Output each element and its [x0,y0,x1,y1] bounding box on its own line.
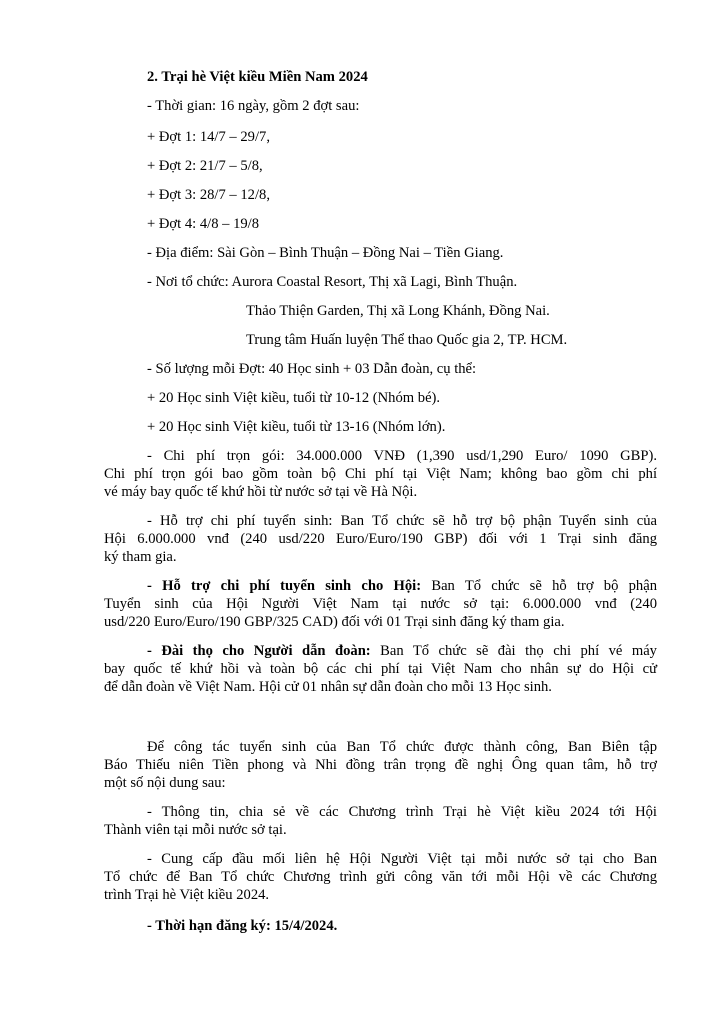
recruit-line-3: ký tham gia. [104,549,177,565]
organizer-venue-2: Thảo Thiện Garden, Thị xã Long Khánh, Đồng Nai. [246,303,550,319]
group-large: + 20 Học sinh Việt kiều, tuổi từ 13-16 (Nhóm lớn). [147,419,446,435]
request-item-2-line-1: - Cung cấp đầu mối liên hệ Hội Người Việt tại mỗi nước sở tại cho Ban [147,851,657,867]
recruit-line-1: - Hỗ trợ chi phí tuyển sinh: Ban Tổ chức sẽ hỗ trợ bộ phận Tuyển sinh của [147,513,657,529]
time-line: - Thời gian: 16 ngày, gồm 2 đợt sau: [147,98,360,114]
leader-line-3: để dẫn đoàn về Việt Nam. Hội cử 01 nhân sự dẫn đoàn cho mỗi 13 Học sinh. [104,679,552,695]
request-line-3: một số nội dung sau: [104,775,226,791]
association-label: Hỗ trợ chi phí tuyển sinh cho Hội: [162,578,422,594]
location-line: - Địa điểm: Sài Gòn – Bình Thuận – Đồng Nai – Tiền Giang. [147,245,504,261]
organizer-venue-3: Trung tâm Huấn luyện Thể thao Quốc gia 2, TP. HCM. [246,332,568,348]
recruit-line-2: Hội 6.000.000 vnđ (240 usd/220 Euro/Euro/190 GBP) đối với 1 Trại sinh đăng [104,531,657,547]
organizer-line: - Nơi tổ chức: Aurora Coastal Resort, Thị xã Lagi, Bình Thuận. [147,274,518,290]
leader-label: Đài thọ cho Người dẫn đoàn: [161,643,371,659]
leader-line-1: - Đài thọ cho Người dẫn đoàn: Ban Tổ chức sẽ đài thọ chi phí vé máy [147,643,657,659]
request-item-2-line-2: Tổ chức để Ban Tổ chức Chương trình gửi công văn tới mỗi Hội về các Chương [104,869,657,885]
cost-line-2: Chi phí trọn gói bao gồm toàn bộ Chi phí tại Việt Nam; không bao gồm chi phí [104,466,657,482]
request-item-1-line-2: Thành viên tại mỗi nước sở tại. [104,822,287,838]
deadline: - Thời hạn đăng ký: 15/4/2024. [147,918,338,934]
association-line-2: Tuyển sinh của Hội Người Việt Nam tại nước sở tại: 6.000.000 vnđ (240 [104,596,657,612]
round-3: + Đợt 3: 28/7 – 12/8, [147,187,270,203]
request-item-2-line-3: trình Trại hè Việt kiều 2024. [104,887,270,903]
association-line-1: - Hỗ trợ chi phí tuyển sinh cho Hội: Ban Tổ chức sẽ hỗ trợ bộ phận [147,578,657,594]
round-2: + Đợt 2: 21/7 – 5/8, [147,158,263,174]
association-line-3: usd/220 Euro/Euro/190 GBP/325 CAD) đối với 01 Trại sinh đăng ký tham gia. [104,614,565,630]
cost-line-3: vé máy bay quốc tế khứ hồi từ nước sở tại về Hà Nội. [104,484,418,500]
request-line-2: Báo Thiếu niên Tiền phong và Nhi đồng trân trọng đề nghị Ông quan tâm, hỗ trợ [104,757,657,773]
request-item-1-line-1: - Thông tin, chia sẻ về các Chương trình Trại hè Việt kiều 2024 tới Hội [147,804,657,820]
round-1: + Đợt 1: 14/7 – 29/7, [147,129,270,145]
group-small: + 20 Học sinh Việt kiều, tuổi từ 10-12 (Nhóm bé). [147,390,441,406]
quantity-line: - Số lượng mỗi Đợt: 40 Học sinh + 03 Dẫn đoàn, cụ thể: [147,361,477,377]
round-4: + Đợt 4: 4/8 – 19/8 [147,216,260,232]
leader-line-2: bay quốc tế khứ hồi và toàn bộ các chi phí tại Việt Nam cho nhân sự do Hội cử [104,661,657,677]
section-heading: 2. Trại hè Việt kiều Miền Nam 2024 [147,69,368,85]
cost-line-1: - Chi phí trọn gói: 34.000.000 VNĐ (1,390 usd/1,290 Euro/ 1090 GBP). [147,448,657,464]
request-line-1: Để công tác tuyển sinh của Ban Tổ chức được thành công, Ban Biên tập [147,739,657,755]
